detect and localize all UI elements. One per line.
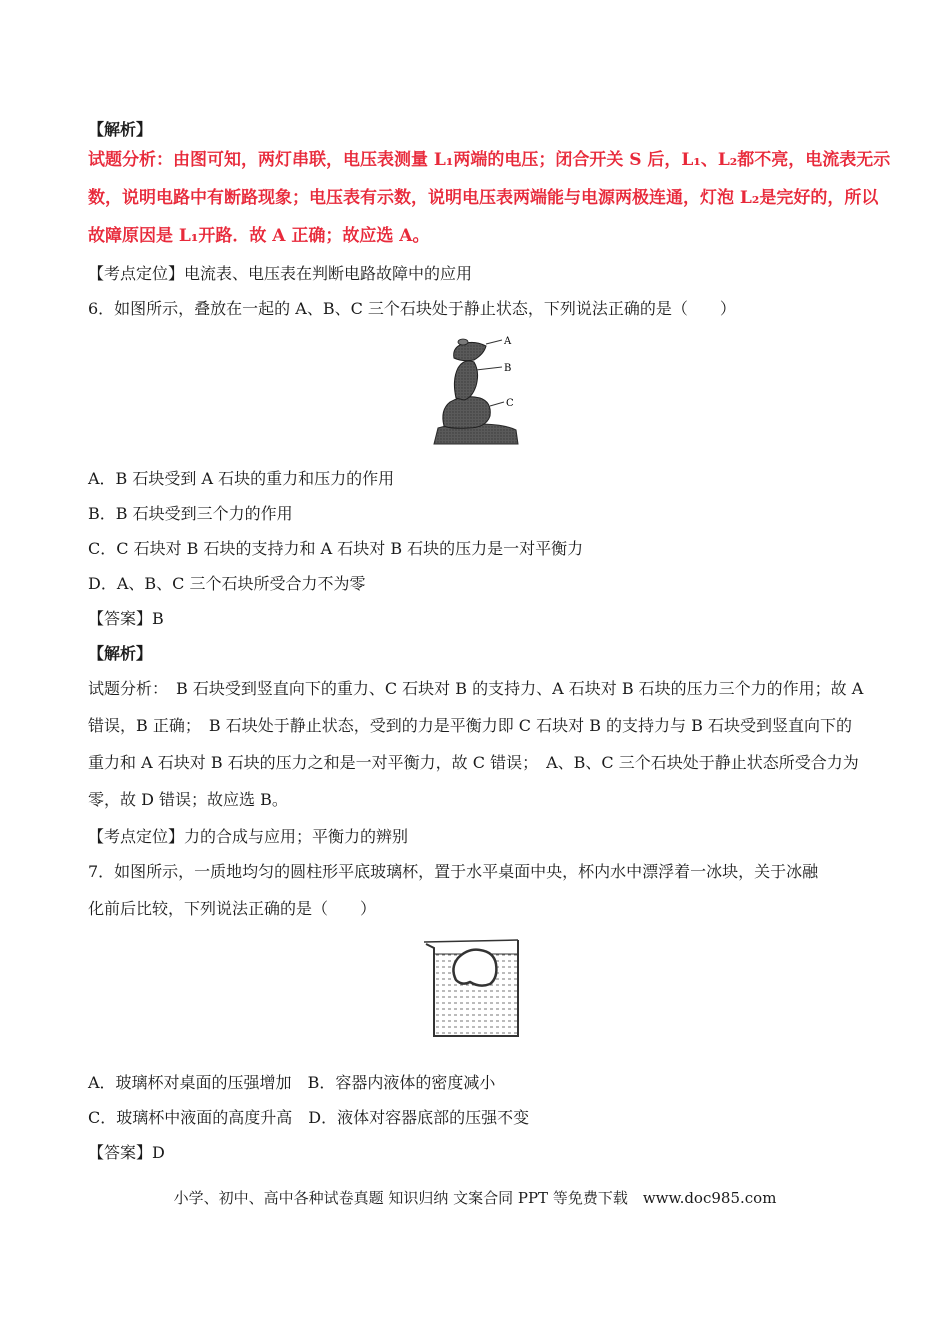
q6-analysis-line-4: 零，故 D 错误；故应选 B。 <box>88 790 288 809</box>
q7-answer: 【答案】D <box>88 1143 165 1162</box>
analysis-line-2: 数，说明电路中有断路现象；电压表有示数，说明电压表两端能与电源两极连通，灯泡 L₂是完好的，所以 <box>88 188 879 208</box>
q7-option-d: D．液体对容器底部的压强不变 <box>308 1108 530 1127</box>
label-b: B <box>504 363 512 374</box>
q7-option-b: B．容器内液体的密度减小 <box>307 1073 496 1092</box>
kaodian-line: 【考点定位】电流表、电压表在判断电路故障中的应用 <box>88 264 473 283</box>
q7-option-c: C．玻璃杯中液面的高度升高 <box>88 1108 293 1127</box>
q6-answer: 【答案】B <box>88 609 164 628</box>
q6-kaodian: 【考点定位】力的合成与应用；平衡力的辨别 <box>88 827 409 846</box>
leader-line-a <box>486 340 502 344</box>
ice-block <box>453 950 496 986</box>
stone-a <box>454 342 486 360</box>
q6-analysis-line-1: 试题分析： B 石块受到竖直向下的重力、C 石块对 B 的支持力、A 石块对 B 石块的压力三个力的作用；故 A <box>88 679 864 698</box>
analysis-heading: 【解析】 <box>88 120 153 139</box>
q7-options-row-1 <box>88 1071 878 1095</box>
stone-a-top <box>458 339 468 345</box>
q7-option-a: A．玻璃杯对桌面的压强增加 <box>88 1073 292 1092</box>
q6-option-d: D．A、B、C 三个石块所受合力不为零 <box>88 574 366 593</box>
q6-analysis-heading: 【解析】 <box>88 644 153 663</box>
leader-line-b <box>476 367 502 370</box>
analysis-line-1: 试题分析：由图可知，两灯串联，电压表测量 L₁两端的电压；闭合开关 S 后，L₁、L₂都不亮，电流表无示 <box>88 150 891 170</box>
stacked-stones-figure <box>428 330 524 446</box>
stone-c <box>443 397 490 429</box>
q6-option-c: C．C 石块对 B 石块的支持力和 A 石块对 B 石块的压力是一对平衡力 <box>88 539 584 558</box>
q6-analysis-line-2: 错误，B 正确； B 石块处于静止状态，受到的力是平衡力即 C 石块对 B 的支持力与 B 石块受到竖直向下的 <box>88 716 852 735</box>
beaker-rim <box>424 940 518 942</box>
label-c: C <box>506 398 514 409</box>
stone-b <box>454 361 477 400</box>
question-7-stem-line-2: 化前后比较，下列说法正确的是（ ） <box>88 899 377 918</box>
page-footer: 小学、初中、高中各种试卷真题 知识归纳 文案合同 PPT 等免费下载 www.doc985.com <box>173 1189 777 1207</box>
q6-analysis-line-3: 重力和 A 石块对 B 石块的压力之和是一对平衡力，故 C 错误； A、B、C 三个石块处于静止状态所受合力为 <box>88 753 859 772</box>
analysis-line-3: 故障原因是 L₁开路．故 A 正确；故应选 A。 <box>88 226 430 246</box>
question-6-stem: 6．如图所示，叠放在一起的 A、B、C 三个石块处于静止状态，下列说法正确的是（ ） <box>88 299 736 318</box>
beaker-ice-figure <box>418 928 534 1044</box>
label-a: A <box>504 336 512 347</box>
q6-option-b: B．B 石块受到三个力的作用 <box>88 504 293 523</box>
q6-option-a: A．B 石块受到 A 石块的重力和压力的作用 <box>88 469 395 488</box>
leader-line-c <box>490 402 504 406</box>
question-7-stem-line-1: 7．如图所示，一质地均匀的圆柱形平底玻璃杯，置于水平桌面中央，杯内水中漂浮着一冰块，关于冰融 <box>88 862 819 881</box>
q7-options-row-2 <box>88 1106 878 1130</box>
